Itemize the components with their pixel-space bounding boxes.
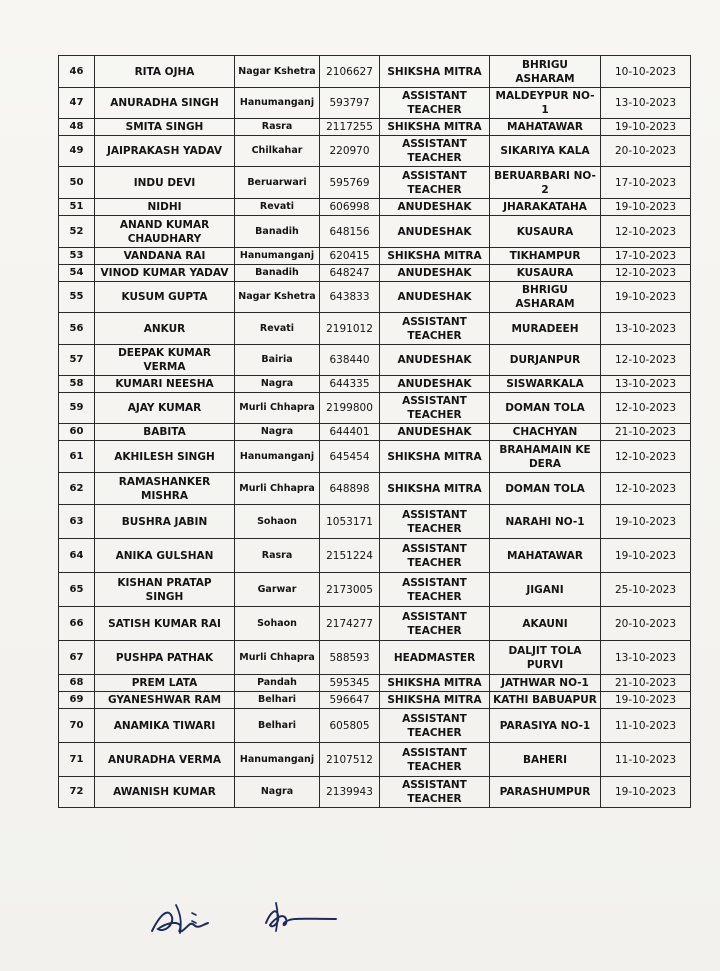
block-cell: Murli Chhapra (235, 641, 320, 675)
code-cell: 2151224 (320, 539, 380, 573)
teacher-name-cell: ANURADHA VERMA (95, 743, 235, 777)
school-cell: BAHERI (490, 743, 601, 777)
date-cell: 12-10-2023 (601, 216, 691, 248)
school-cell: MAHATAWAR (490, 539, 601, 573)
date-cell: 12-10-2023 (601, 441, 691, 473)
teacher-name-cell: KUMARI NEESHA (95, 376, 235, 393)
teacher-name-cell: JAIPRAKASH YADAV (95, 136, 235, 167)
teacher-name-cell: SMITA SINGH (95, 119, 235, 136)
date-cell: 10-10-2023 (601, 56, 691, 88)
block-cell: Hanumanganj (235, 248, 320, 265)
teacher-name-cell: KUSUM GUPTA (95, 282, 235, 313)
teacher-name-cell: VINOD KUMAR YADAV (95, 265, 235, 282)
serial-number-cell: 51 (59, 199, 95, 216)
post-cell: SHIKSHA MITRA (380, 56, 490, 88)
post-cell: ASSISTANT TEACHER (380, 607, 490, 641)
table-row (59, 248, 691, 265)
block-cell: Hanumanganj (235, 441, 320, 473)
table-row (59, 216, 691, 248)
date-cell: 13-10-2023 (601, 376, 691, 393)
teacher-table (58, 55, 691, 808)
block-cell: Banadih (235, 216, 320, 248)
table-row (59, 675, 691, 692)
code-cell: 648247 (320, 265, 380, 282)
code-cell: 620415 (320, 248, 380, 265)
teacher-name-cell: ANKUR (95, 313, 235, 345)
school-cell: JHARAKATAHA (490, 199, 601, 216)
code-cell: 2173005 (320, 573, 380, 607)
code-cell: 2107512 (320, 743, 380, 777)
teacher-name-cell: GYANESHWAR RAM (95, 692, 235, 709)
teacher-name-cell: SATISH KUMAR RAI (95, 607, 235, 641)
serial-number-cell: 66 (59, 607, 95, 641)
serial-number-cell: 58 (59, 376, 95, 393)
school-cell: MAHATAWAR (490, 119, 601, 136)
post-cell: ASSISTANT TEACHER (380, 88, 490, 119)
date-cell: 21-10-2023 (601, 675, 691, 692)
table-row (59, 265, 691, 282)
date-cell: 19-10-2023 (601, 505, 691, 539)
block-cell: Nagar Kshetra (235, 282, 320, 313)
serial-number-cell: 67 (59, 641, 95, 675)
block-cell: Murli Chhapra (235, 393, 320, 424)
serial-number-cell: 62 (59, 473, 95, 505)
serial-number-cell: 59 (59, 393, 95, 424)
teacher-table-wrapper (58, 55, 690, 808)
serial-number-cell: 57 (59, 345, 95, 376)
post-cell: ANUDESHAK (380, 216, 490, 248)
date-cell: 12-10-2023 (601, 265, 691, 282)
table-row (59, 282, 691, 313)
teacher-name-cell: ANIKA GULSHAN (95, 539, 235, 573)
school-cell: DURJANPUR (490, 345, 601, 376)
block-cell: Rasra (235, 539, 320, 573)
block-cell: Rasra (235, 119, 320, 136)
school-cell: MALDEYPUR NO-1 (490, 88, 601, 119)
post-cell: ASSISTANT TEACHER (380, 313, 490, 345)
serial-number-cell: 72 (59, 777, 95, 808)
post-cell: ASSISTANT TEACHER (380, 136, 490, 167)
date-cell: 19-10-2023 (601, 199, 691, 216)
table-row (59, 119, 691, 136)
post-cell: ANUDESHAK (380, 424, 490, 441)
serial-number-cell: 55 (59, 282, 95, 313)
date-cell: 11-10-2023 (601, 743, 691, 777)
post-cell: ASSISTANT TEACHER (380, 393, 490, 424)
teacher-name-cell: ANAMIKA TIWARI (95, 709, 235, 743)
date-cell: 19-10-2023 (601, 119, 691, 136)
post-cell: ANUDESHAK (380, 345, 490, 376)
post-cell: SHIKSHA MITRA (380, 675, 490, 692)
post-cell: SHIKSHA MITRA (380, 248, 490, 265)
school-cell: JATHWAR NO-1 (490, 675, 601, 692)
block-cell: Banadih (235, 265, 320, 282)
post-cell: ASSISTANT TEACHER (380, 709, 490, 743)
teacher-name-cell: INDU DEVI (95, 167, 235, 199)
date-cell: 20-10-2023 (601, 136, 691, 167)
teacher-name-cell: AKHILESH SINGH (95, 441, 235, 473)
table-row (59, 473, 691, 505)
school-cell: AKAUNI (490, 607, 601, 641)
serial-number-cell: 61 (59, 441, 95, 473)
serial-number-cell: 46 (59, 56, 95, 88)
code-cell: 645454 (320, 441, 380, 473)
block-cell: Nagra (235, 777, 320, 808)
table-row (59, 393, 691, 424)
code-cell: 648898 (320, 473, 380, 505)
code-cell: 644335 (320, 376, 380, 393)
table-row (59, 573, 691, 607)
block-cell: Hanumanganj (235, 743, 320, 777)
serial-number-cell: 48 (59, 119, 95, 136)
code-cell: 595345 (320, 675, 380, 692)
school-cell: DOMAN TOLA (490, 473, 601, 505)
code-cell: 2139943 (320, 777, 380, 808)
school-cell: CHACHYAN (490, 424, 601, 441)
serial-number-cell: 69 (59, 692, 95, 709)
teacher-name-cell: AWANISH KUMAR (95, 777, 235, 808)
post-cell: ANUDESHAK (380, 265, 490, 282)
serial-number-cell: 71 (59, 743, 95, 777)
date-cell: 12-10-2023 (601, 473, 691, 505)
block-cell: Revati (235, 313, 320, 345)
date-cell: 17-10-2023 (601, 248, 691, 265)
post-cell: ASSISTANT TEACHER (380, 167, 490, 199)
table-row (59, 199, 691, 216)
code-cell: 596647 (320, 692, 380, 709)
post-cell: ANUDESHAK (380, 199, 490, 216)
teacher-name-cell: RITA OJHA (95, 56, 235, 88)
serial-number-cell: 68 (59, 675, 95, 692)
table-row (59, 692, 691, 709)
block-cell: Sohaon (235, 505, 320, 539)
teacher-name-cell: BABITA (95, 424, 235, 441)
school-cell: SISWARKALA (490, 376, 601, 393)
code-cell: 2174277 (320, 607, 380, 641)
date-cell: 19-10-2023 (601, 777, 691, 808)
school-cell: PARASIYA NO-1 (490, 709, 601, 743)
code-cell: 2199800 (320, 393, 380, 424)
date-cell: 21-10-2023 (601, 424, 691, 441)
school-cell: BHRIGU ASHARAM (490, 56, 601, 88)
serial-number-cell: 60 (59, 424, 95, 441)
block-cell: Nagra (235, 376, 320, 393)
code-cell: 2191012 (320, 313, 380, 345)
post-cell: SHIKSHA MITRA (380, 119, 490, 136)
post-cell: ANUDESHAK (380, 376, 490, 393)
table-row (59, 345, 691, 376)
block-cell: Chilkahar (235, 136, 320, 167)
code-cell: 648156 (320, 216, 380, 248)
code-cell: 588593 (320, 641, 380, 675)
school-cell: MURADEEH (490, 313, 601, 345)
post-cell: SHIKSHA MITRA (380, 692, 490, 709)
block-cell: Nagar Kshetra (235, 56, 320, 88)
post-cell: ASSISTANT TEACHER (380, 743, 490, 777)
post-cell: SHIKSHA MITRA (380, 441, 490, 473)
serial-number-cell: 52 (59, 216, 95, 248)
teacher-name-cell: RAMASHANKER MISHRA (95, 473, 235, 505)
block-cell: Beruarwari (235, 167, 320, 199)
table-row (59, 777, 691, 808)
code-cell: 593797 (320, 88, 380, 119)
block-cell: Belhari (235, 709, 320, 743)
table-row (59, 136, 691, 167)
block-cell: Pandah (235, 675, 320, 692)
serial-number-cell: 70 (59, 709, 95, 743)
table-row (59, 539, 691, 573)
table-row (59, 441, 691, 473)
post-cell: ASSISTANT TEACHER (380, 539, 490, 573)
teacher-name-cell: NIDHI (95, 199, 235, 216)
post-cell: ASSISTANT TEACHER (380, 573, 490, 607)
signature-1-mark (146, 895, 216, 945)
post-cell: ASSISTANT TEACHER (380, 505, 490, 539)
block-cell: Bairia (235, 345, 320, 376)
serial-number-cell: 54 (59, 265, 95, 282)
date-cell: 12-10-2023 (601, 393, 691, 424)
school-cell: TIKHAMPUR (490, 248, 601, 265)
school-cell: KUSAURA (490, 216, 601, 248)
block-cell: Sohaon (235, 607, 320, 641)
school-cell: KUSAURA (490, 265, 601, 282)
school-cell: BERUARBARI NO-2 (490, 167, 601, 199)
serial-number-cell: 56 (59, 313, 95, 345)
date-cell: 20-10-2023 (601, 607, 691, 641)
table-row (59, 743, 691, 777)
code-cell: 2106627 (320, 56, 380, 88)
teacher-name-cell: DEEPAK KUMAR VERMA (95, 345, 235, 376)
code-cell: 220970 (320, 136, 380, 167)
table-row (59, 424, 691, 441)
code-cell: 605805 (320, 709, 380, 743)
code-cell: 1053171 (320, 505, 380, 539)
date-cell: 17-10-2023 (601, 167, 691, 199)
code-cell: 638440 (320, 345, 380, 376)
date-cell: 19-10-2023 (601, 539, 691, 573)
table-row (59, 709, 691, 743)
serial-number-cell: 65 (59, 573, 95, 607)
teacher-name-cell: ANURADHA SINGH (95, 88, 235, 119)
table-body (59, 56, 691, 808)
teacher-name-cell: KISHAN PRATAP SINGH (95, 573, 235, 607)
teacher-name-cell: PUSHPA PATHAK (95, 641, 235, 675)
school-cell: BHRIGU ASHARAM (490, 282, 601, 313)
code-cell: 606998 (320, 199, 380, 216)
school-cell: NARAHI NO-1 (490, 505, 601, 539)
teacher-name-cell: AJAY KUMAR (95, 393, 235, 424)
school-cell: SIKARIYA KALA (490, 136, 601, 167)
block-cell: Hanumanganj (235, 88, 320, 119)
teacher-name-cell: BUSHRA JABIN (95, 505, 235, 539)
table-row (59, 607, 691, 641)
signature-2-mark (260, 895, 340, 940)
table-row (59, 505, 691, 539)
school-cell: PARASHUMPUR (490, 777, 601, 808)
code-cell: 2117255 (320, 119, 380, 136)
table-row (59, 376, 691, 393)
block-cell: Garwar (235, 573, 320, 607)
teacher-name-cell: PREM LATA (95, 675, 235, 692)
school-cell: DALJIT TOLA PURVI (490, 641, 601, 675)
code-cell: 643833 (320, 282, 380, 313)
table-row (59, 313, 691, 345)
serial-number-cell: 63 (59, 505, 95, 539)
block-cell: Nagra (235, 424, 320, 441)
school-cell: BRAHAMAIN KE DERA (490, 441, 601, 473)
date-cell: 13-10-2023 (601, 88, 691, 119)
school-cell: DOMAN TOLA (490, 393, 601, 424)
serial-number-cell: 64 (59, 539, 95, 573)
block-cell: Revati (235, 199, 320, 216)
date-cell: 19-10-2023 (601, 282, 691, 313)
table-row (59, 56, 691, 88)
post-cell: ANUDESHAK (380, 282, 490, 313)
teacher-name-cell: VANDANA RAI (95, 248, 235, 265)
date-cell: 12-10-2023 (601, 345, 691, 376)
teacher-name-cell: ANAND KUMAR CHAUDHARY (95, 216, 235, 248)
date-cell: 11-10-2023 (601, 709, 691, 743)
school-cell: JIGANI (490, 573, 601, 607)
block-cell: Belhari (235, 692, 320, 709)
table-row (59, 167, 691, 199)
post-cell: ASSISTANT TEACHER (380, 777, 490, 808)
date-cell: 19-10-2023 (601, 692, 691, 709)
post-cell: HEADMASTER (380, 641, 490, 675)
serial-number-cell: 47 (59, 88, 95, 119)
code-cell: 595769 (320, 167, 380, 199)
date-cell: 13-10-2023 (601, 641, 691, 675)
serial-number-cell: 49 (59, 136, 95, 167)
school-cell: KATHI BABUAPUR (490, 692, 601, 709)
serial-number-cell: 53 (59, 248, 95, 265)
code-cell: 644401 (320, 424, 380, 441)
post-cell: SHIKSHA MITRA (380, 473, 490, 505)
table-row (59, 641, 691, 675)
date-cell: 25-10-2023 (601, 573, 691, 607)
date-cell: 13-10-2023 (601, 313, 691, 345)
table-row (59, 88, 691, 119)
block-cell: Murli Chhapra (235, 473, 320, 505)
serial-number-cell: 50 (59, 167, 95, 199)
